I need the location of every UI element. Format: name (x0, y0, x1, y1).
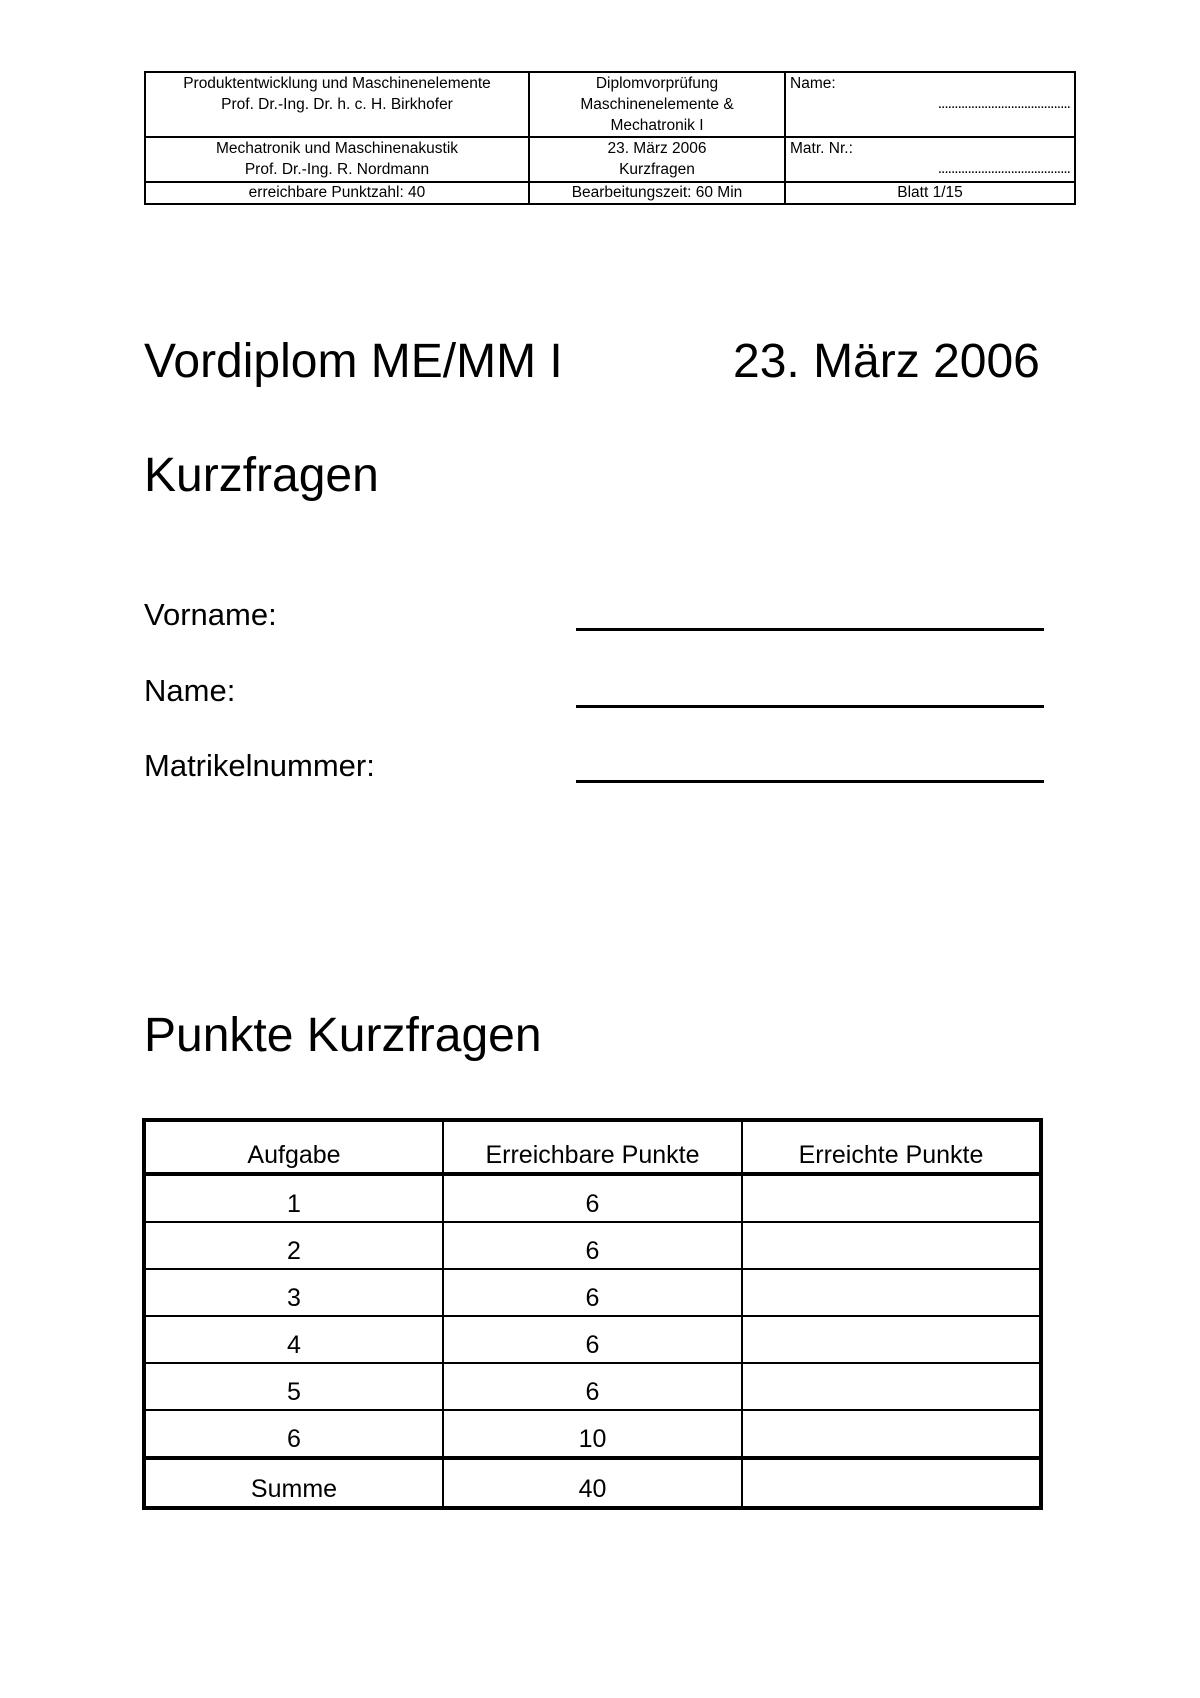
achieved-points (742, 1410, 1041, 1458)
sum-label: Summe (144, 1458, 443, 1508)
max-points: 10 (443, 1410, 742, 1458)
sum-row (144, 1458, 1041, 1508)
header-table (144, 71, 1076, 205)
task-number: 1 (144, 1174, 443, 1222)
max-points: 6 (443, 1363, 742, 1410)
column-header-max-points: Erreichbare Punkte (443, 1120, 742, 1174)
points-title: Punkte Kurzfragen (144, 1009, 542, 1062)
header-institute-1 (145, 72, 529, 137)
achieved-points (742, 1316, 1041, 1363)
header-text: Prof. Dr.-Ing. R. Nordmann (244, 161, 430, 178)
task-number: 2 (144, 1222, 443, 1269)
max-points: 6 (443, 1174, 742, 1222)
header-text: Mechatronik und Maschinenakustik (215, 140, 459, 157)
max-points: 6 (443, 1222, 742, 1269)
task-number: 4 (144, 1316, 443, 1363)
header-text: Diplomvorprüfung (595, 75, 719, 92)
achieved-points (742, 1174, 1041, 1222)
header-matr-label: Matr. Nr.: (790, 140, 853, 157)
header-name-cell (785, 72, 1075, 137)
header-matr-dots: ........................................ (937, 160, 1070, 177)
header-text: Prof. Dr.-Ing. Dr. h. c. H. Birkhofer (221, 96, 453, 113)
header-text: Produktentwicklung und Maschinenelemente (183, 75, 491, 92)
points-table (142, 1118, 1043, 1510)
task-number: 5 (144, 1363, 443, 1410)
header-name-label: Name: (790, 75, 836, 92)
name-line[interactable] (576, 705, 1044, 708)
achieved-points (742, 1269, 1041, 1316)
header-date (529, 137, 785, 182)
achieved-points (742, 1363, 1041, 1410)
task-number: 6 (144, 1410, 443, 1458)
table-row (144, 1410, 1041, 1458)
table-row (144, 1363, 1041, 1410)
max-points: 6 (443, 1316, 742, 1363)
header-sheet-number: Blatt 1/15 (785, 182, 1075, 204)
matriculation-label: Matrikelnummer: (144, 748, 375, 783)
page-subtitle: Kurzfragen (144, 449, 379, 502)
header-duration: Bearbeitungszeit: 60 Min (529, 182, 785, 204)
first-name-line[interactable] (576, 628, 1044, 631)
header-name-dots: ........................................ (937, 95, 1070, 112)
header-text: Kurzfragen (619, 161, 695, 178)
exam-date: 23. März 2006 (733, 335, 1040, 388)
header-text: Maschinenelemente & (580, 96, 734, 113)
header-institute-2 (145, 137, 529, 182)
name-label: Name: (144, 673, 236, 708)
task-number: 3 (144, 1269, 443, 1316)
table-row (144, 1269, 1041, 1316)
max-points: 6 (443, 1269, 742, 1316)
header-max-points: erreichbare Punktzahl: 40 (145, 182, 529, 204)
header-text: Mechatronik I (610, 117, 704, 134)
table-row (144, 1174, 1041, 1222)
header-exam (529, 72, 785, 137)
table-row (144, 1222, 1041, 1269)
first-name-label: Vorname: (144, 597, 277, 632)
sum-achieved-points (742, 1458, 1041, 1508)
matriculation-line[interactable] (576, 780, 1044, 783)
table-row (144, 1316, 1041, 1363)
column-header-task: Aufgabe (144, 1120, 443, 1174)
header-matr-cell (785, 137, 1075, 182)
achieved-points (742, 1222, 1041, 1269)
sum-max-points: 40 (443, 1458, 742, 1508)
column-header-achieved-points: Erreichte Punkte (742, 1120, 1041, 1174)
header-text: 23. März 2006 (607, 140, 707, 157)
page-title: Vordiplom ME/MM I (144, 335, 563, 388)
